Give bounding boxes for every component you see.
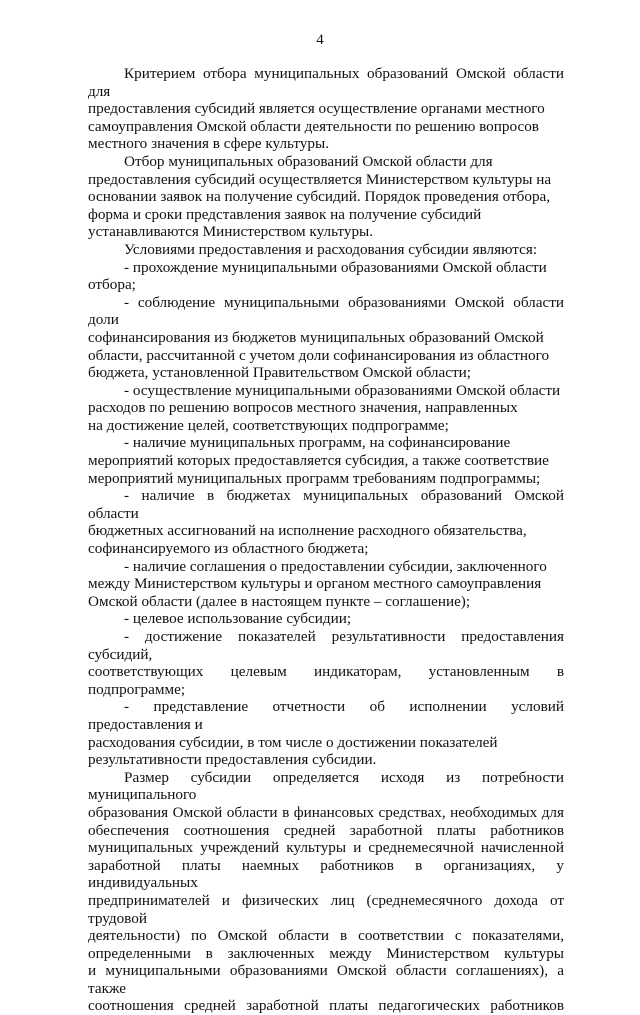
page-number: 4: [316, 32, 324, 48]
paragraph-selection-criterion: Критерием отбора муниципальных образований Омской области для предоставления субсидий является осуществление органами местного самоуправления Омской области деятельности по решению вопросов местного значения в сфере культуры.: [88, 65, 564, 153]
condition-item: - прохождение муниципальными образованиями Омской области отбора;: [88, 258, 547, 294]
paragraph-subsidy-size: Размер субсидии определяется исходя из потребности муниципального образования Омской области в финансовых средствах, необходимых для обеспечения соотношения средней заработной платы работников муниципальных учреждений культуры и среднемесячной начисленной заработной платы наемных работников в организациях, у индивидуальных предпринимателей и физических лиц (среднемесячного дохода от трудовой деятельности) по Омской области в соответствии с показателями, определенными в заключенных между Министерством культуры и муниципальными образованиями Омской области соглашениях), а также соотношения средней заработной платы педагогических работников: [88, 768, 564, 1015]
condition-item: - соблюдение муниципальными образованиями Омской области доли софинансирования из бюджетов муниципальных образований Омской области, рассчитанной с учетом доли софинансирования из областного бюджета, установленной Правительством Омской области;: [88, 293, 564, 382]
condition-item: - наличие соглашения о предоставлении субсидии, заключенного между Министерством культуры и органом местного самоуправления Омской области (далее в настоящем пункте – соглашение);: [88, 557, 547, 610]
condition-item: - наличие в бюджетах муниципальных образований Омской области бюджетных ассигнований на исполнение расходного обязательства, софинансируемого из областного бюджета;: [88, 487, 564, 558]
condition-item: - представление отчетности об исполнении условий предоставления и расходования субсидии, в том числе о достижении показателей результативности предоставления субсидии.: [88, 698, 564, 769]
paragraph-selection-procedure: Отбор муниципальных образований Омской области для предоставления субсидий осуществляется Министерством культуры на основании заявок на получение субсидий. Порядок проведения отбора, форма и сроки представления заявок на получение субсидий устанавливаются Министерством культуры.: [88, 152, 552, 241]
condition-item: - достижение показателей результативности предоставления субсидий, соответствующих целевым индикаторам, установленным в подпрограмме;: [88, 628, 564, 698]
condition-item: - осуществление муниципальными образованиями Омской области расходов по решению вопросов местного значения, направленных на достижение целей, соответствующих подпрограмме;: [88, 381, 561, 434]
paragraph-conditions-intro: Условиями предоставления и расходования субсидии являются:: [124, 240, 538, 258]
body-text: [88, 65, 564, 1015]
condition-item: - целевое использование субсидии;: [124, 610, 352, 628]
condition-item: - наличие муниципальных программ, на софинансирование мероприятий которых предоставляется субсидия, а также соответствие мероприятий муниципальных программ требованиям подпрограммы;: [88, 434, 549, 487]
